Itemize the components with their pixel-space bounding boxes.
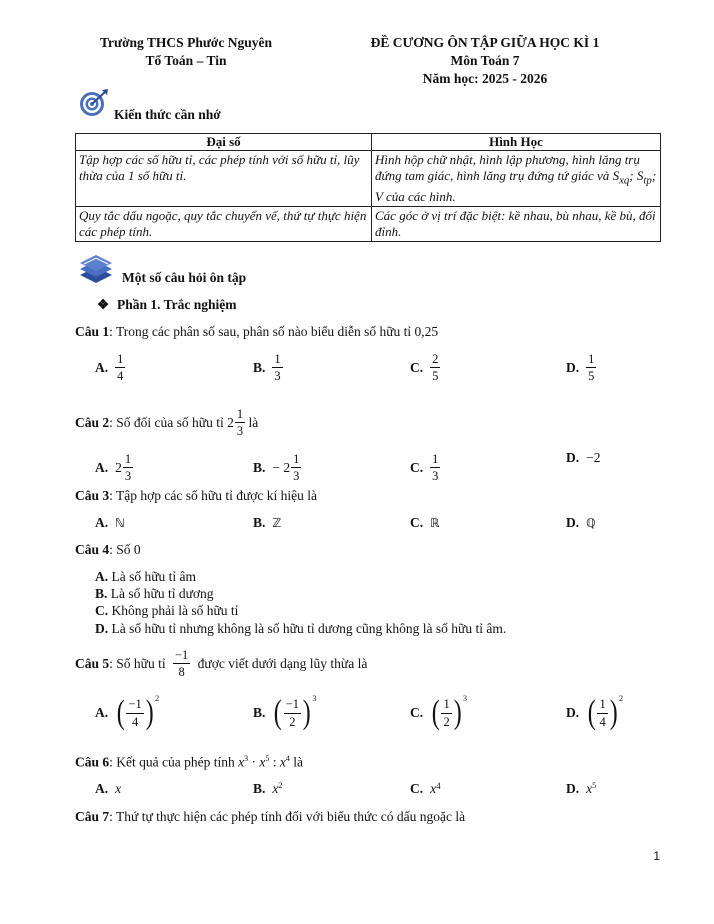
fraction: [586, 352, 596, 384]
option-1c[interactable]: [410, 352, 440, 384]
denominator: 3: [293, 469, 300, 484]
option-4d[interactable]: [95, 621, 506, 637]
option-6d[interactable]: [566, 781, 596, 797]
question-6: [75, 754, 303, 771]
denominator: 3: [236, 424, 244, 439]
option-value: ℤ: [272, 516, 282, 530]
option-2a[interactable]: [95, 452, 133, 484]
option-3d[interactable]: [566, 515, 596, 531]
denominator: 3: [432, 469, 439, 484]
books-icon: [78, 255, 114, 287]
table-row: [76, 206, 661, 241]
knowledge-table: [75, 133, 661, 242]
option-letter: D.: [566, 781, 580, 796]
target-icon: [78, 88, 110, 122]
cell-text: Hình hộp chữ nhật, hình lập phương, hình lăng trụ đứng tam giác, hình lăng trụ đứng tứ giác và: [375, 152, 640, 183]
option-5d[interactable]: [566, 696, 623, 730]
option-letter: B.: [253, 359, 266, 375]
denominator: 4: [117, 369, 124, 384]
whole-part: 2: [115, 459, 122, 475]
variable-x: x: [238, 754, 245, 770]
denominator: 3: [274, 369, 281, 384]
option-letter: B.: [253, 705, 266, 720]
option-letter: B.: [253, 781, 266, 796]
table-cell: Các góc ở vị trí đặc biệt: kề nhau, bù nhau, kề bù, đối đỉnh.: [372, 206, 661, 241]
question-5: [75, 648, 367, 680]
variable-x: x: [586, 781, 593, 796]
sub-tp: tp: [643, 174, 652, 187]
option-letter: C.: [410, 459, 424, 475]
option-letter: D.: [566, 359, 580, 375]
variable-x: x: [430, 781, 437, 796]
option-3c[interactable]: [410, 515, 440, 531]
option-5c[interactable]: [410, 696, 467, 730]
numerator: 1: [586, 352, 596, 368]
right-paren: ): [453, 694, 462, 731]
right-paren: ): [302, 694, 311, 731]
operator: ·: [248, 754, 260, 770]
question-1: [75, 324, 438, 340]
diamond-bullet-icon: ❖: [97, 297, 110, 312]
denominator: 3: [124, 469, 132, 484]
option-letter: A.: [95, 781, 109, 796]
s-symbol: S: [612, 168, 620, 183]
option-value: ℕ: [115, 516, 125, 530]
s-symbol: S: [636, 168, 644, 183]
question-text: : Số hữu tỉ: [109, 655, 169, 671]
option-letter: D.: [566, 705, 580, 720]
variable-x: x: [272, 781, 279, 796]
question-label: Câu 7: [75, 809, 110, 824]
table-header-geometry: Hình Học: [372, 134, 661, 151]
subject-name: Môn Toán 7: [450, 53, 520, 68]
part-1-heading: [97, 297, 237, 313]
separator: ;: [629, 168, 637, 183]
numerator: 1: [115, 352, 125, 368]
operator: :: [269, 754, 280, 770]
left-paren: (: [116, 694, 125, 731]
header-left: [70, 34, 302, 70]
option-letter: D.: [95, 621, 109, 636]
power-expression: [430, 696, 467, 730]
option-letter: A.: [95, 459, 109, 475]
right-paren: ): [145, 694, 154, 731]
variable-x: x: [259, 754, 266, 770]
question-label: Câu 4: [75, 542, 110, 557]
question-label: Câu 3: [75, 488, 110, 503]
numerator: −1: [284, 697, 301, 713]
fraction: [173, 648, 190, 680]
question-text: : Thứ tự thực hiện các phép tính đối với biểu thức có dấu ngoặc là: [109, 809, 466, 824]
option-letter: A.: [95, 705, 109, 720]
part-1-label: Phần 1. Trắc nghiệm: [117, 297, 237, 312]
option-letter: C.: [410, 781, 424, 796]
numerator: 1: [235, 407, 245, 423]
school-year: Năm học: 2025 - 2026: [422, 71, 548, 86]
exponent: 4: [436, 781, 441, 791]
denominator: 5: [588, 369, 595, 384]
option-1b[interactable]: [253, 352, 283, 384]
numerator: −1: [173, 648, 190, 664]
page-number: 1: [653, 849, 660, 863]
option-letter: D.: [566, 515, 580, 530]
option-letter: A.: [95, 569, 109, 584]
option-value: Là số hữu tỉ nhưng không là số hữu tỉ dương cũng không là số hữu tỉ âm.: [111, 621, 507, 636]
option-value: ℝ: [430, 516, 440, 530]
numerator: 1: [441, 697, 451, 713]
question-2: [75, 407, 258, 439]
denominator: 4: [599, 714, 606, 729]
question-text: : Số 0: [109, 542, 141, 557]
option-value: Là số hữu tỉ dương: [110, 586, 214, 601]
option-letter: C.: [410, 705, 424, 720]
sub-xq: xq: [619, 174, 630, 187]
numerator: 1: [123, 452, 133, 468]
question-label: Câu 1: [75, 324, 110, 339]
question-label: Câu 6: [75, 754, 110, 770]
option-letter: C.: [410, 359, 424, 375]
section-review-title: Một số câu hỏi ôn tập: [122, 270, 247, 285]
exponent: 3: [244, 754, 249, 763]
option-1a[interactable]: [95, 352, 125, 384]
power-expression: [586, 696, 623, 730]
option-letter: D.: [566, 450, 580, 465]
numerator: 1: [291, 452, 301, 468]
numerator: 1: [597, 697, 607, 713]
numerator: 1: [430, 452, 440, 468]
denominator: 5: [432, 369, 439, 384]
exponent: 2: [155, 694, 160, 703]
option-letter: B.: [95, 586, 108, 601]
denominator: 2: [443, 714, 450, 729]
question-label: Câu 2: [75, 414, 110, 430]
left-paren: (: [431, 694, 440, 731]
question-text-end: được viết dưới dạng lũy thừa là: [194, 655, 368, 671]
header-right: [340, 34, 630, 88]
option-value: ℚ: [586, 516, 596, 530]
right-paren: ): [609, 694, 618, 731]
denominator: 8: [178, 665, 185, 680]
exponent: 5: [265, 754, 270, 763]
exponent: 3: [312, 694, 317, 703]
table-cell: Quy tắc dấu ngoặc, quy tắc chuyển vế, thứ tự thực hiện các phép tính.: [76, 206, 372, 241]
question-7: [75, 809, 465, 825]
document-title: ĐỀ CƯƠNG ÔN TẬP GIỮA HỌC KÌ 1: [370, 35, 600, 50]
option-5a[interactable]: [95, 696, 159, 730]
numerator: 2: [430, 352, 440, 368]
option-letter: C.: [95, 603, 109, 618]
option-4c[interactable]: [95, 603, 238, 619]
question-text: : Trong các phân số sau, phân số nào biểu diễn số hữu tỉ 0,25: [109, 324, 439, 339]
denominator: 2: [289, 714, 296, 729]
table-cell: [372, 151, 661, 207]
option-4b[interactable]: [95, 586, 214, 602]
left-paren: (: [587, 694, 596, 731]
question-text: : Kết quả của phép tính: [109, 754, 239, 770]
whole-part: 2: [227, 414, 234, 430]
school-name: Trường THCS Phước Nguyên: [99, 35, 273, 50]
option-letter: A.: [95, 359, 109, 375]
option-letter: B.: [253, 515, 266, 530]
option-1d[interactable]: [566, 352, 596, 384]
option-value: Không phải là số hữu tỉ: [111, 603, 239, 618]
question-4: [75, 542, 141, 558]
table-cell: Tập hợp các số hữu tỉ, các phép tính với số hữu tỉ, lũy thừa của 1 số hữu tỉ.: [76, 151, 372, 207]
option-3a[interactable]: [95, 515, 125, 531]
left-paren: (: [274, 694, 283, 731]
exponent: 2: [619, 694, 624, 703]
cell-text-end: ; V của các hình.: [375, 168, 657, 204]
fraction: [115, 352, 125, 384]
variable-x: x: [279, 754, 286, 770]
power-expression: [115, 696, 159, 730]
option-2b[interactable]: [253, 452, 301, 484]
option-value: Là số hữu tỉ âm: [111, 569, 197, 584]
numerator: 1: [272, 352, 282, 368]
exponent: 4: [285, 754, 290, 763]
option-6c[interactable]: [410, 781, 441, 797]
question-label: Câu 5: [75, 655, 110, 671]
question-text-end: là: [245, 414, 259, 430]
fraction: [430, 352, 440, 384]
question-text-end: là: [289, 754, 303, 770]
table-header-row: [76, 134, 661, 151]
question-text: : Tập hợp các số hữu tỉ được kí hiệu là: [109, 488, 318, 503]
fraction: [272, 352, 282, 384]
power-expression: [272, 696, 316, 730]
option-2c[interactable]: [410, 452, 440, 484]
exponent: 5: [592, 781, 597, 790]
question-text: : Số đối của số hữu tỉ: [109, 414, 228, 430]
exponent: 3: [463, 694, 468, 703]
option-4a[interactable]: [95, 569, 196, 585]
numerator: −1: [126, 697, 143, 713]
option-5b[interactable]: [253, 696, 316, 730]
question-3: [75, 488, 317, 504]
department-name: Tổ Toán – Tin: [145, 53, 227, 68]
option-6b[interactable]: [253, 781, 282, 797]
option-6a[interactable]: [95, 781, 121, 797]
option-letter: C.: [410, 515, 424, 530]
option-3b[interactable]: [253, 515, 281, 531]
option-2d[interactable]: [566, 450, 601, 466]
variable-x: x: [115, 781, 122, 796]
denominator: 4: [131, 714, 139, 729]
option-value: −2: [586, 450, 601, 465]
option-letter: A.: [95, 515, 109, 530]
whole-part: − 2: [272, 459, 291, 475]
option-letter: B.: [253, 459, 266, 475]
table-row: [76, 151, 661, 207]
table-header-algebra: Đại số: [76, 134, 372, 151]
exponent: 2: [278, 781, 283, 790]
mixed-number: [227, 407, 245, 439]
section-knowledge-title: Kiến thức cần nhớ: [114, 107, 221, 122]
